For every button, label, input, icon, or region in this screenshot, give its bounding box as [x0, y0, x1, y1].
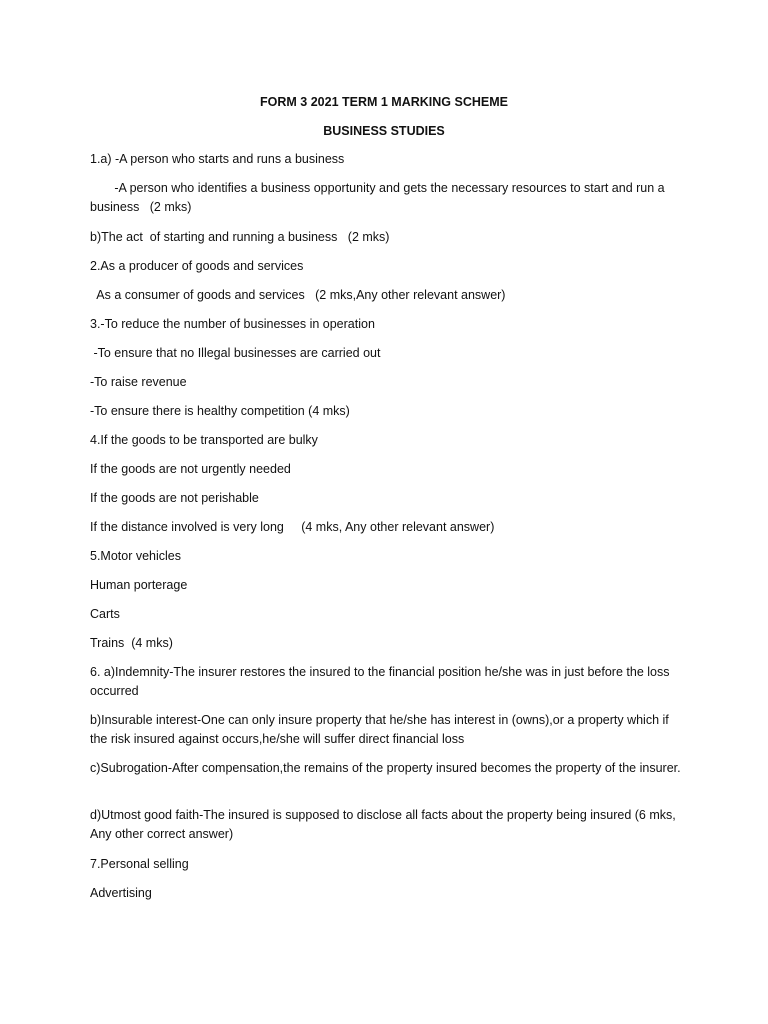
answer-line: Advertising [90, 886, 152, 900]
answer-line: If the distance involved is very long (4 mks, Any other relevant answer) [90, 520, 495, 534]
answer-line: d)Utmost good faith-The insured is supposed to disclose all facts about the property being insured (6 mks, Any other correct answer) [90, 808, 679, 841]
answer-line: If the goods are not perishable [90, 491, 259, 505]
answer-line: c)Subrogation-After compensation,the remains of the property insured becomes the property of the insurer. [90, 761, 681, 775]
answer-line: b)Insurable interest-One can only insure property that he/she has interest in (owns),or a property which if the risk insured against occurs,he/she will suffer direct financial loss [90, 713, 673, 746]
answer-line: 6. a)Indemnity-The insurer restores the insured to the financial position he/she was in just before the loss occurred [90, 665, 673, 698]
answer-line: 7.Personal selling [90, 857, 189, 871]
answer-line: Trains (4 mks) [90, 636, 173, 650]
document-title: FORM 3 2021 TERM 1 MARKING SCHEME [260, 95, 508, 109]
answer-line: -To raise revenue [90, 375, 187, 389]
answer-line: b)The act of starting and running a business (2 mks) [90, 230, 390, 244]
answer-line: 2.As a producer of goods and services [90, 259, 304, 273]
answer-line: 5.Motor vehicles [90, 549, 182, 563]
answer-line: Carts [90, 607, 120, 621]
document-subtitle: BUSINESS STUDIES [323, 124, 445, 138]
answer-line: Human porterage [90, 578, 188, 592]
answer-line: -To ensure there is healthy competition (4 mks) [90, 404, 350, 418]
answer-line: 3.-To reduce the number of businesses in operation [90, 317, 375, 331]
answer-line: If the goods are not urgently needed [90, 462, 291, 476]
answer-line: 4.If the goods to be transported are bulky [90, 433, 318, 447]
answer-line: -A person who identifies a business opportunity and gets the necessary resources to start and run a business (2 mks) [90, 181, 669, 214]
answer-line: As a consumer of goods and services (2 mks,Any other relevant answer) [90, 288, 506, 302]
answer-line: 1.a) -A person who starts and runs a business [90, 152, 345, 166]
answer-line: -To ensure that no Illegal businesses are carried out [90, 346, 381, 360]
